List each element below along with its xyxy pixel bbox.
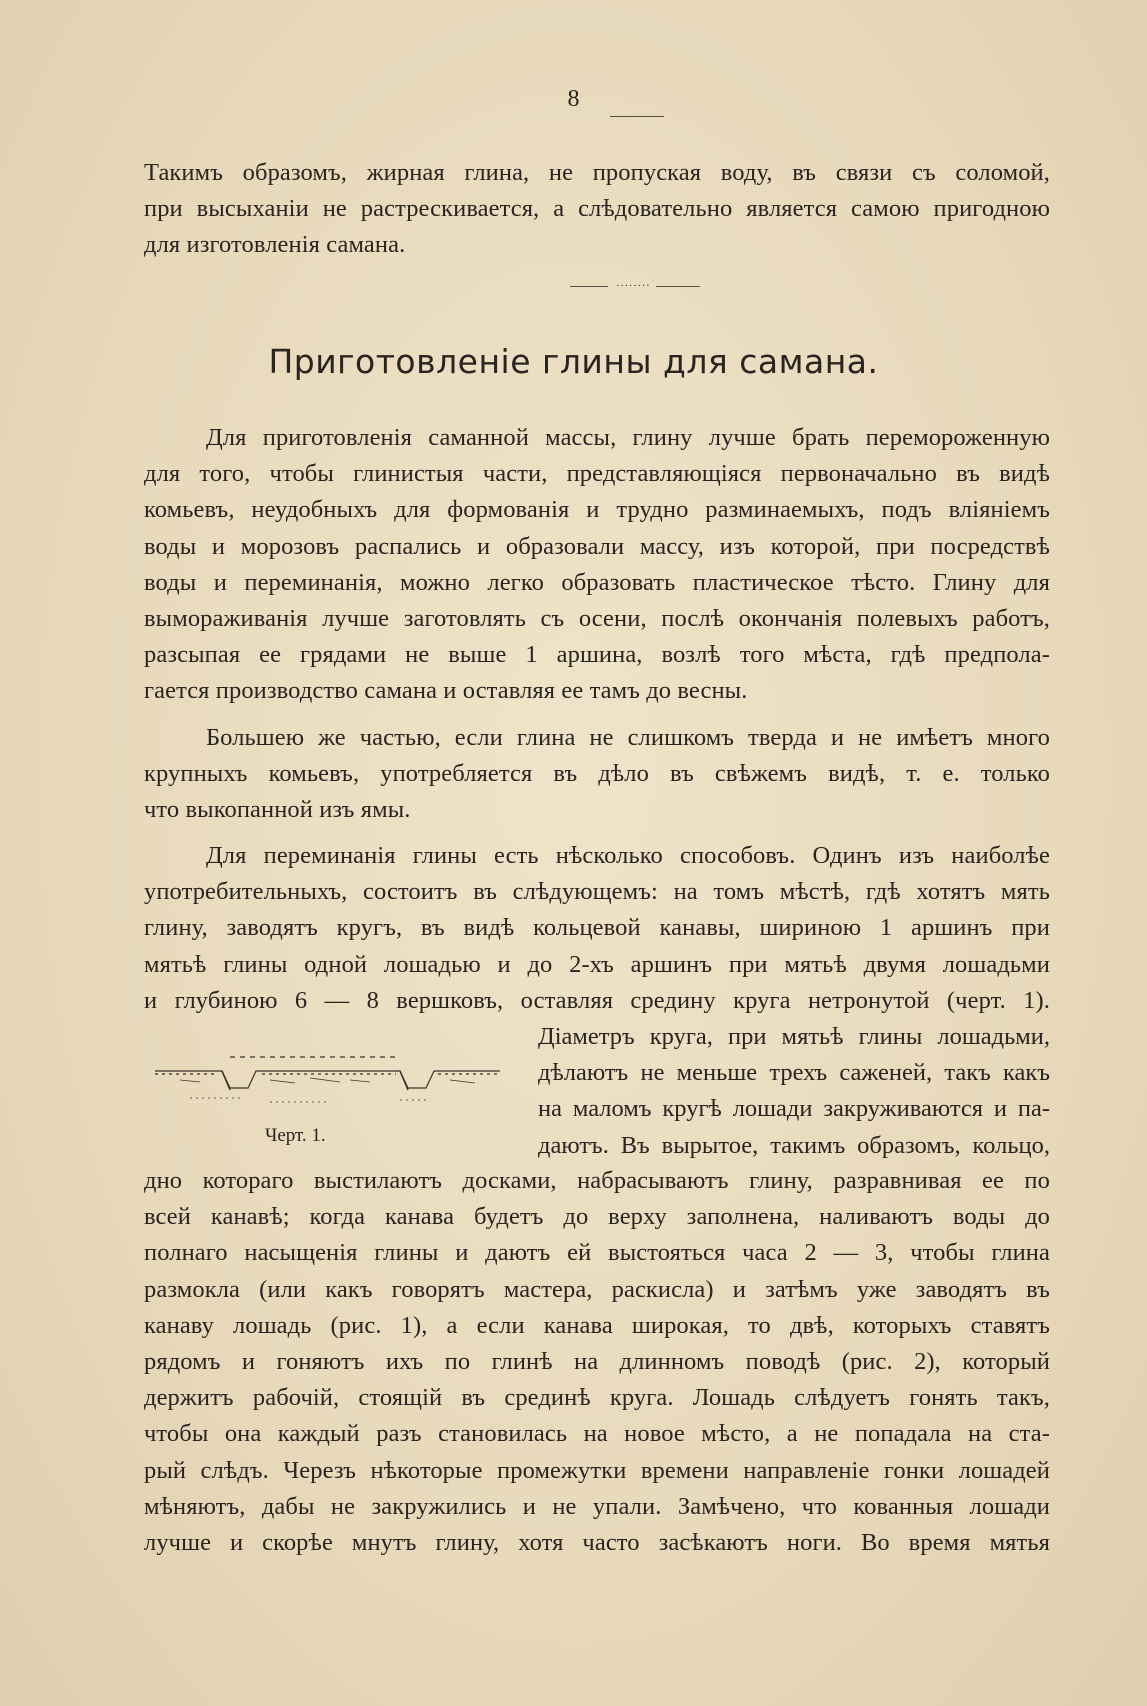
figure-caption: Черт. 1. <box>265 1125 326 1146</box>
figure-1-trench-cross-section <box>150 1028 510 1168</box>
paragraph-line: даютъ. Въ вырытое, такимъ образомъ, кольцо, <box>538 1131 1050 1159</box>
paragraph-line: Для приготовленія саманной массы, глину лучше брать перемороженную <box>206 424 1050 451</box>
paragraph-line: всей канавѣ; когда канава будетъ до верху заполнена, наливаютъ воды до <box>144 1203 1050 1231</box>
paragraph-line: чтобы она каждый разъ становилась на новое мѣсто, а не попадала на ста- <box>144 1420 1050 1448</box>
paragraph-line: Большею же частью, если глина не слишкомъ тверда и не имѣетъ много <box>206 724 1050 751</box>
paragraph-line: крупныхъ комьевъ, употребляется въ дѣло въ свѣжемъ видѣ, т. е. только <box>144 760 1050 788</box>
paragraph-line: разсыпая ее грядами не выше 1 аршина, возлѣ того мѣста, гдѣ предпола- <box>144 641 1050 669</box>
paragraph-line: гается производство самана и оставляя ее тамъ до весны. <box>144 677 748 705</box>
paragraph-line: рядомъ и гоняютъ ихъ по глинѣ на длинномъ поводѣ (рис. 2), который <box>144 1348 1050 1376</box>
paragraph-line: употребительныхъ, состоитъ въ слѣдующемъ: на томъ мѣстѣ, гдѣ хотятъ мять <box>144 878 1050 906</box>
paragraph-line: лучше и скорѣе мнутъ глину, хотя часто засѣкаютъ ноги. Во время мятья <box>144 1529 1050 1557</box>
paragraph-line: вымораживанія лучше заготовлять съ осени, послѣ окончанія полевыхъ работъ, <box>144 605 1050 633</box>
paragraph-line: Діаметръ круга, при мятьѣ глины лошадьми, <box>538 1023 1050 1050</box>
paragraph-line: держитъ рабочій, стоящій въ срединѣ круга. Лошадь слѣдуетъ гонять такъ, <box>144 1384 1050 1412</box>
paragraph-2 <box>144 420 1050 710</box>
divider-dots: ········ <box>616 281 651 292</box>
section-divider <box>570 281 700 292</box>
paragraph-4-wrap <box>538 1019 1050 1164</box>
page-number: 8 <box>567 86 580 112</box>
page-number-rule <box>610 116 664 117</box>
paragraph-line: Такимъ образомъ, жирная глина, не пропуская воду, въ связи съ соломой, <box>144 159 1050 186</box>
paragraph-line: для изготовленія самана. <box>144 231 406 259</box>
paragraph-1 <box>144 155 1050 264</box>
paragraph-line: что выкопанной изъ ямы. <box>144 796 411 824</box>
paragraph-line: Для переминанія глины есть нѣсколько способовъ. Одинъ изъ наиболѣе <box>206 842 1050 869</box>
paragraph-line: глину, заводятъ кругъ, въ видѣ кольцевой канавы, шириною 1 аршинъ при <box>144 914 1050 942</box>
paragraph-line: мятьѣ глины одной лошадью и до 2-хъ аршинъ при мятьѣ двумя лошадьми <box>144 950 1050 978</box>
paragraph-line: и глубиною 6 — 8 вершковъ, оставляя средину круга нетронутой (черт. 1). <box>144 986 1050 1014</box>
paragraph-line: полнаго насыщенія глины и даютъ ей выстояться часа 2 — 3, чтобы глина <box>144 1239 1050 1267</box>
paragraph-3 <box>144 720 1050 829</box>
paragraph-line: воды и морозовъ распались и образовали массу, изъ которой, при посредствѣ <box>144 532 1050 560</box>
paragraph-4-continued <box>144 1163 1050 1561</box>
paragraph-line: рый слѣдъ. Черезъ нѣкоторые промежутки времени направленіе гонки лошадей <box>144 1456 1050 1484</box>
paragraph-line: мѣняютъ, дабы не закружились и не упали. Замѣчено, что кованныя лошади <box>144 1492 1050 1520</box>
paragraph-line: на маломъ кругѣ лошади закруживаются и па- <box>538 1095 1050 1123</box>
paragraph-line: дно котораго выстилаютъ досками, набрасываютъ глину, разравнивая ее по <box>144 1167 1050 1194</box>
paragraph-line: для того, чтобы глинистыя части, представляющіяся первоначально въ видѣ <box>144 460 1050 488</box>
paragraph-line: дѣлаютъ не меньше трехъ саженей, такъ какъ <box>538 1059 1050 1087</box>
paragraph-line: комьевъ, неудобныхъ для формованія и трудно разминаемыхъ, подъ вліяніемъ <box>144 496 1050 524</box>
section-heading: Приготовленіе глины для самана. <box>268 342 879 381</box>
paragraph-line: воды и переминанія, можно легко образовать пластическое тѣсто. Глину для <box>144 568 1050 596</box>
paragraph-line: размокла (или какъ говорятъ мастера, раскисла) и затѣмъ уже заводятъ въ <box>144 1275 1050 1303</box>
paragraph-line: при высыханіи не растрескивается, а слѣдовательно является самою пригодною <box>144 195 1050 223</box>
paragraph-line: канаву лошадь (рис. 1), а если канава широкая, то двѣ, которыхъ ставятъ <box>144 1311 1050 1339</box>
paragraph-4 <box>144 838 1050 1019</box>
